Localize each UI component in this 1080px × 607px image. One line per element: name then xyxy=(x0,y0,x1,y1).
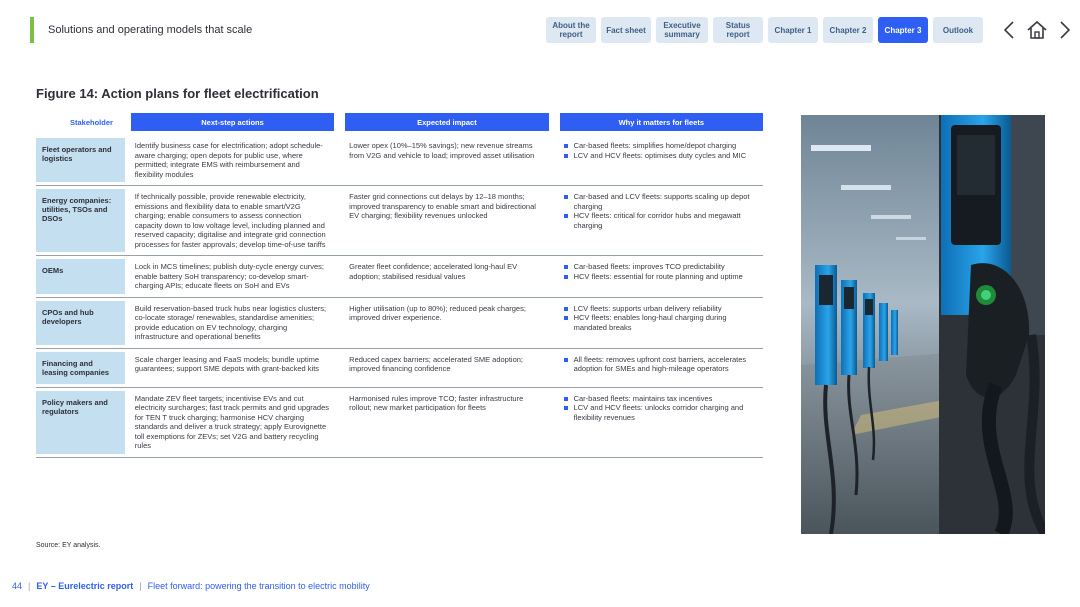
stakeholder-cell: Energy companies: utilities, TSOs and DSOs xyxy=(36,189,125,252)
why-it-matters-cell xyxy=(560,349,763,387)
table-row xyxy=(36,186,763,256)
why-bullet-item: Car-based fleets: improves TCO predictability xyxy=(564,262,759,272)
next-steps-cell: Lock in MCS timelines; publish duty-cycle energy curves; enable battery SoH transparency; co-develop smart-charging APIs; educate fleets on SoH and EVs xyxy=(134,262,325,290)
why-bullet-item: LCV and HCV fleets: unlocks corridor charging and flexibility revenues xyxy=(564,403,759,422)
why-bullet-item: All fleets: removes upfront cost barriers, accelerates adoption for SMEs and high-mileage operators xyxy=(564,355,759,374)
column-header-next-steps: Next-step actions xyxy=(131,113,334,131)
footer-report-title: Fleet forward: powering the transition to electric mobility xyxy=(147,581,370,591)
figure-title: Figure 14: Action plans for fleet electrification xyxy=(36,86,319,101)
table-row xyxy=(36,256,763,298)
next-steps-cell: Scale charger leasing and FaaS models; bundle uptime guarantees; support SME depots with grant-backed kits xyxy=(134,354,320,373)
page-number: 44 xyxy=(12,581,23,591)
impact-cell: Lower opex (10%–15% savings); new revenue streams from V2G and vehicle to load; improved asset utilisation xyxy=(349,141,535,160)
home-icon[interactable] xyxy=(1026,18,1048,42)
impact-cell: Harmonised rules improve TCO; faster infrastructure rollout; new market participation for fleets xyxy=(349,393,524,412)
impact-cell: Reduced capex barriers; accelerated SME adoption; improved financing confidence xyxy=(349,354,524,373)
section-title: Solutions and operating models that scale xyxy=(48,24,253,36)
stakeholder-cell: Financing and leasing companies xyxy=(36,352,125,384)
why-it-matters-cell xyxy=(560,135,763,185)
why-bullet-item: LCV and HCV fleets: optimises duty cycles and MIC xyxy=(564,151,759,161)
why-bullet-item: HCV fleets: essential for route planning and uptime xyxy=(564,272,759,282)
ev-charger-photo xyxy=(801,115,1045,534)
table-row xyxy=(36,349,763,388)
nav-tab-outlook[interactable]: Outlook xyxy=(933,17,983,43)
why-bullet-list xyxy=(564,262,759,281)
header-accent-bar xyxy=(30,17,34,43)
footer-brand: EY – Eurelectric report xyxy=(36,581,134,591)
table-header xyxy=(36,113,763,131)
footer-separator: | xyxy=(139,581,142,591)
page-footer xyxy=(12,581,370,591)
why-bullet-item: HCV fleets: enables long-haul charging during mandated breaks xyxy=(564,313,759,332)
table-row xyxy=(36,388,763,458)
table-body xyxy=(36,135,763,458)
nav-tab-fact-sheet[interactable]: Fact sheet xyxy=(601,17,651,43)
why-bullet-list xyxy=(564,141,759,160)
next-steps-cell: Build reservation-based truck hubs near logistics clusters; co-locate storage/ renewables, standardise amenities; provide education on EV technology, charging infrastructure and operational benefits xyxy=(134,303,327,341)
column-header-stakeholder: Stakeholder xyxy=(70,117,113,127)
nav-tab-chapter-3[interactable]: Chapter 3 xyxy=(878,17,928,43)
column-header-impact: Expected impact xyxy=(345,113,548,131)
nav-tab-executive-summary[interactable]: Executive summary xyxy=(656,17,708,43)
stakeholder-cell: Fleet operators and logistics xyxy=(36,138,125,182)
why-bullet-item: LCV fleets: supports urban delivery reliability xyxy=(564,304,759,314)
why-it-matters-cell xyxy=(560,388,763,457)
why-bullet-item: Car-based fleets: simplifies home/depot charging xyxy=(564,141,759,151)
next-steps-cell: If technically possible, provide renewable electricity, emissions and flexibility data to enable smart/V2G charging; enable consumers to assess connection capacity down to low voltage level, including planned and reserved capacity; digitalise and integrate grid connection processes for faster approvals; develop time-of-use tariffs xyxy=(134,192,326,249)
why-bullet-list xyxy=(564,394,759,423)
why-bullet-item: HCV fleets: critical for corridor hubs and megawatt charging xyxy=(564,211,759,230)
column-header-why: Why it matters for fleets xyxy=(560,113,763,131)
top-nav xyxy=(546,17,983,43)
impact-cell: Faster grid connections cut delays by 12–18 months; improved transparency to enable smart and bidirectional EV charging; flexibility revenues unlocked xyxy=(349,192,536,220)
impact-cell: Higher utilisation (up to 80%); reduced peak charges; improved driver experience. xyxy=(349,303,526,322)
nav-icons xyxy=(998,18,1076,42)
source-note: Source: EY analysis. xyxy=(36,542,101,549)
why-bullet-list xyxy=(564,304,759,333)
chevron-left-icon[interactable] xyxy=(998,18,1020,42)
stakeholder-cell: Policy makers and regulators xyxy=(36,391,125,454)
stakeholder-cell: OEMs xyxy=(36,259,125,294)
next-steps-cell: Mandate ZEV fleet targets; incentivise EVs and cut electricity surcharges; fast track permits and grid upgrades for TEN T truck charging; harmonise HCV charging standards and deliver a truck strategy; apply Eurovignette toll exemptions for ZEVs; set V2G and battery recycling rules xyxy=(134,393,330,450)
next-steps-cell: Identify business case for electrification; adopt schedule-aware charging; open depots for public use, where permitted; integrate EMS with reimbursement and flexibility modules xyxy=(134,141,323,179)
why-it-matters-cell xyxy=(560,256,763,297)
nav-tab-chapter-2[interactable]: Chapter 2 xyxy=(823,17,873,43)
why-it-matters-cell xyxy=(560,186,763,255)
nav-tab-chapter-1[interactable]: Chapter 1 xyxy=(768,17,818,43)
why-bullet-list xyxy=(564,192,759,230)
impact-cell: Greater fleet confidence; accelerated long-haul EV adoption; stabilised residual values xyxy=(349,262,518,281)
why-bullet-item: Car-based and LCV fleets: supports scaling up depot charging xyxy=(564,192,759,211)
why-it-matters-cell xyxy=(560,298,763,348)
why-bullet-list xyxy=(564,355,759,374)
table-row xyxy=(36,135,763,186)
table-row xyxy=(36,298,763,349)
nav-tab-about-the-report[interactable]: About the report xyxy=(546,17,596,43)
stakeholder-cell: CPOs and hub developers xyxy=(36,301,125,345)
chevron-right-icon[interactable] xyxy=(1054,18,1076,42)
footer-separator: | xyxy=(28,581,31,591)
action-plan-table xyxy=(36,113,763,458)
why-bullet-item: Car-based fleets: maintains tax incentives xyxy=(564,394,759,404)
nav-tab-status-report[interactable]: Status report xyxy=(713,17,763,43)
